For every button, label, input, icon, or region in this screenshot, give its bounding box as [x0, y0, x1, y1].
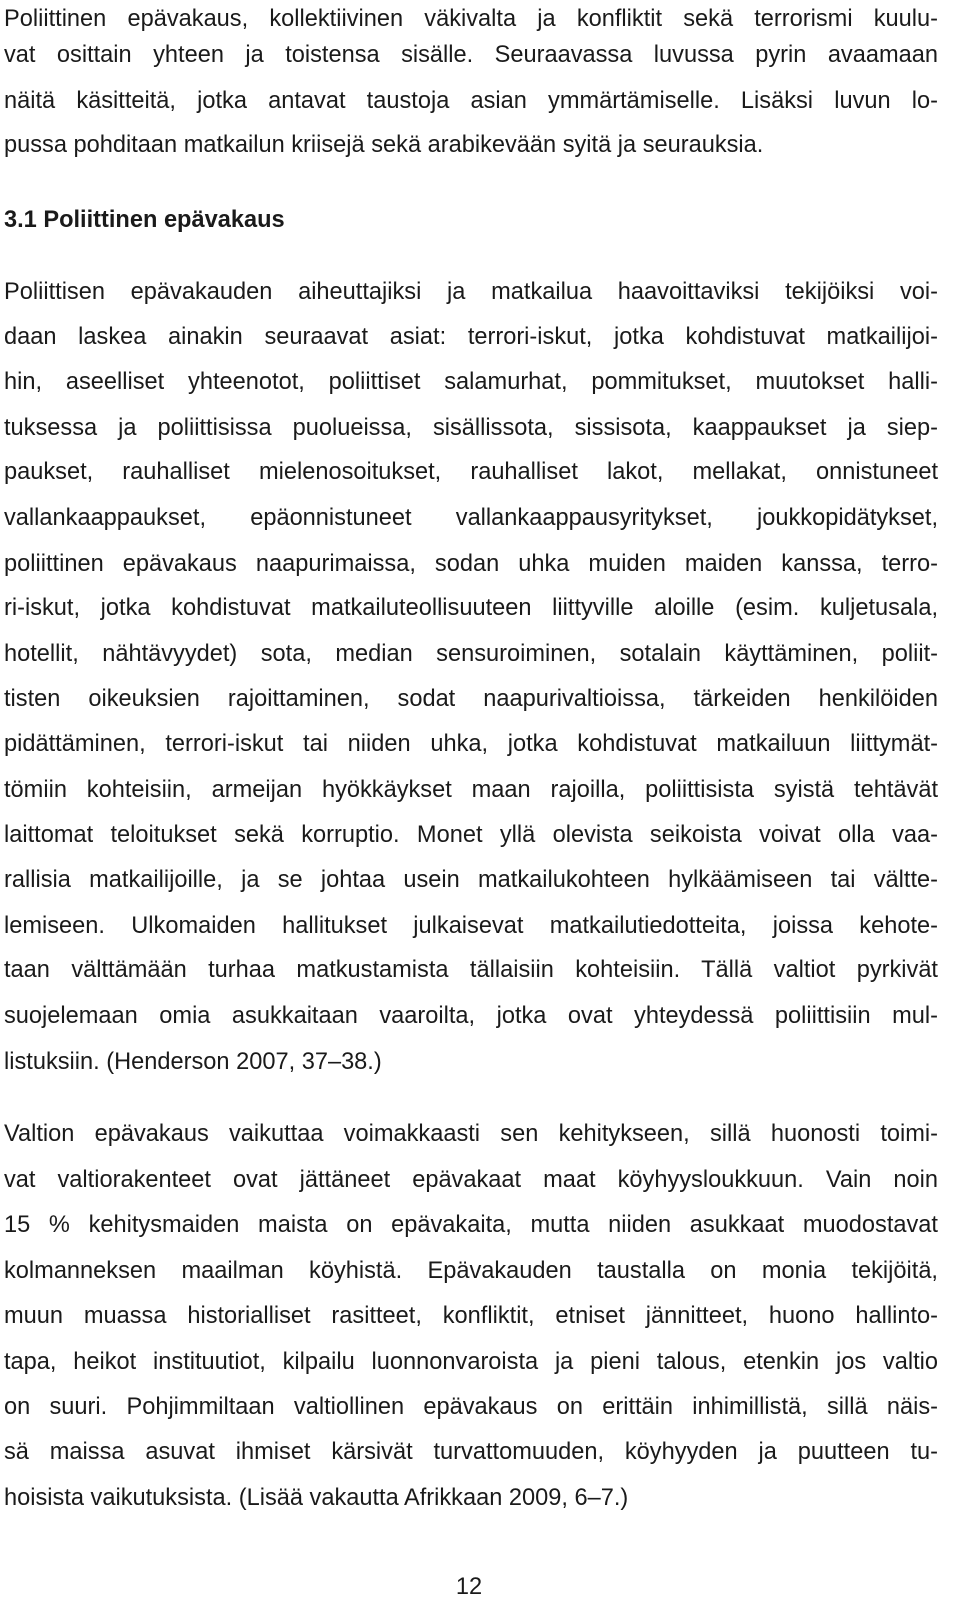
paragraph2-line: kolmanneksen maailman köyhistä. Epävakauden taustalla on monia tekijöitä,: [4, 1258, 938, 1284]
paragraph1-line: paukset, rauhalliset mielenosoitukset, rauhalliset lakot, mellakat, onnistuneet: [4, 459, 938, 485]
section-heading: 3.1 Poliittinen epävakaus: [4, 207, 285, 233]
paragraph1-line: pidättäminen, terrori-iskut tai niiden uhka, jotka kohdistuvat matkailuun liittymät-: [4, 731, 938, 757]
paragraph1-line: daan laskea ainakin seuraavat asiat: terrori-iskut, jotka kohdistuvat matkailijoi-: [4, 324, 938, 350]
paragraph1-line: rallisia matkailijoille, ja se johtaa usein matkailukohteen hylkäämiseen tai vältte-: [4, 867, 938, 893]
paragraph2-line: Valtion epävakaus vaikuttaa voimakkaasti sen kehitykseen, sillä huonosti toimi-: [4, 1121, 938, 1147]
paragraph2-line: tapa, heikot instituutiot, kilpailu luonnonvaroista ja pieni talous, etenkin jos valtio: [4, 1349, 938, 1375]
paragraph1-line: poliittinen epävakaus naapurimaissa, sodan uhka muiden maiden kanssa, terro-: [4, 551, 938, 577]
paragraph1-line: taan välttämään turhaa matkustamista tällaisiin kohteisiin. Tällä valtiot pyrkivät: [4, 957, 938, 983]
paragraph1-line: suojelemaan omia asukkaitaan vaaroilta, jotka ovat yhteydessä poliittisiin mul-: [4, 1003, 938, 1029]
paragraph1-line: hin, aseelliset yhteenotot, poliittiset salamurhat, pommitukset, muutokset halli-: [4, 369, 938, 395]
paragraph1-line: vallankaappaukset, epäonnistuneet vallankaappausyritykset, joukkopidätykset,: [4, 505, 938, 531]
paragraph2-line: sä maissa asuvat ihmiset kärsivät turvattomuuden, köyhyyden ja puutteen tu-: [4, 1439, 938, 1465]
paragraph1-line: lemiseen. Ulkomaiden hallitukset julkaisevat matkailutiedotteita, joissa kehote-: [4, 913, 938, 939]
paragraph1-line: Poliittisen epävakauden aiheuttajiksi ja matkailua haavoittaviksi tekijöiksi voi-: [4, 279, 938, 305]
intro-line: vat osittain yhteen ja toistensa sisälle. Seuraavassa luvussa pyrin avaamaan: [4, 42, 938, 68]
paragraph1-line: laittomat teloitukset sekä korruptio. Monet yllä olevista seikoista voivat olla vaa-: [4, 822, 938, 848]
paragraph1-line: tuksessa ja poliittisissa puolueissa, sisällissota, sissisota, kaappaukset ja siep-: [4, 415, 938, 441]
paragraph2-line: hoisista vaikutuksista. (Lisää vakautta Afrikkaan 2009, 6–7.): [4, 1485, 629, 1511]
paragraph1-line: listuksiin. (Henderson 2007, 37–38.): [4, 1049, 382, 1075]
intro-line: Poliittinen epävakaus, kollektiivinen väkivalta ja konfliktit sekä terrorismi kuulu-: [4, 6, 938, 32]
intro-line: pussa pohditaan matkailun kriisejä sekä arabikevään syitä ja seurauksia.: [4, 132, 764, 158]
paragraph1-line: tisten oikeuksien rajoittaminen, sodat naapurivaltioissa, tärkeiden henkilöiden: [4, 686, 938, 712]
paragraph2-line: vat valtiorakenteet ovat jättäneet epävakaat maat köyhyysloukkuun. Vain noin: [4, 1167, 938, 1193]
paragraph1-line: tömiin kohteisiin, armeijan hyökkäykset maan rajoilla, poliittisista syistä tehtävät: [4, 777, 938, 803]
paragraph2-line: 15 % kehitysmaiden maista on epävakaita, mutta niiden asukkaat muodostavat: [4, 1212, 938, 1238]
page-number: 12: [455, 1574, 483, 1600]
paragraph2-line: on suuri. Pohjimmiltaan valtiollinen epävakaus on erittäin inhimillistä, sillä näis-: [4, 1394, 938, 1420]
paragraph1-line: ri-iskut, jotka kohdistuvat matkailuteollisuuteen liittyville aloille (esim. kuljetusala,: [4, 595, 938, 621]
intro-line: näitä käsitteitä, jotka antavat taustoja asian ymmärtämiselle. Lisäksi luvun lo-: [4, 88, 938, 114]
paragraph1-line: hotellit, nähtävyydet) sota, median sensuroiminen, sotalain käyttäminen, poliit-: [4, 641, 938, 667]
paragraph2-line: muun muassa historialliset rasitteet, konfliktit, etniset jännitteet, huono hallinto-: [4, 1303, 938, 1329]
